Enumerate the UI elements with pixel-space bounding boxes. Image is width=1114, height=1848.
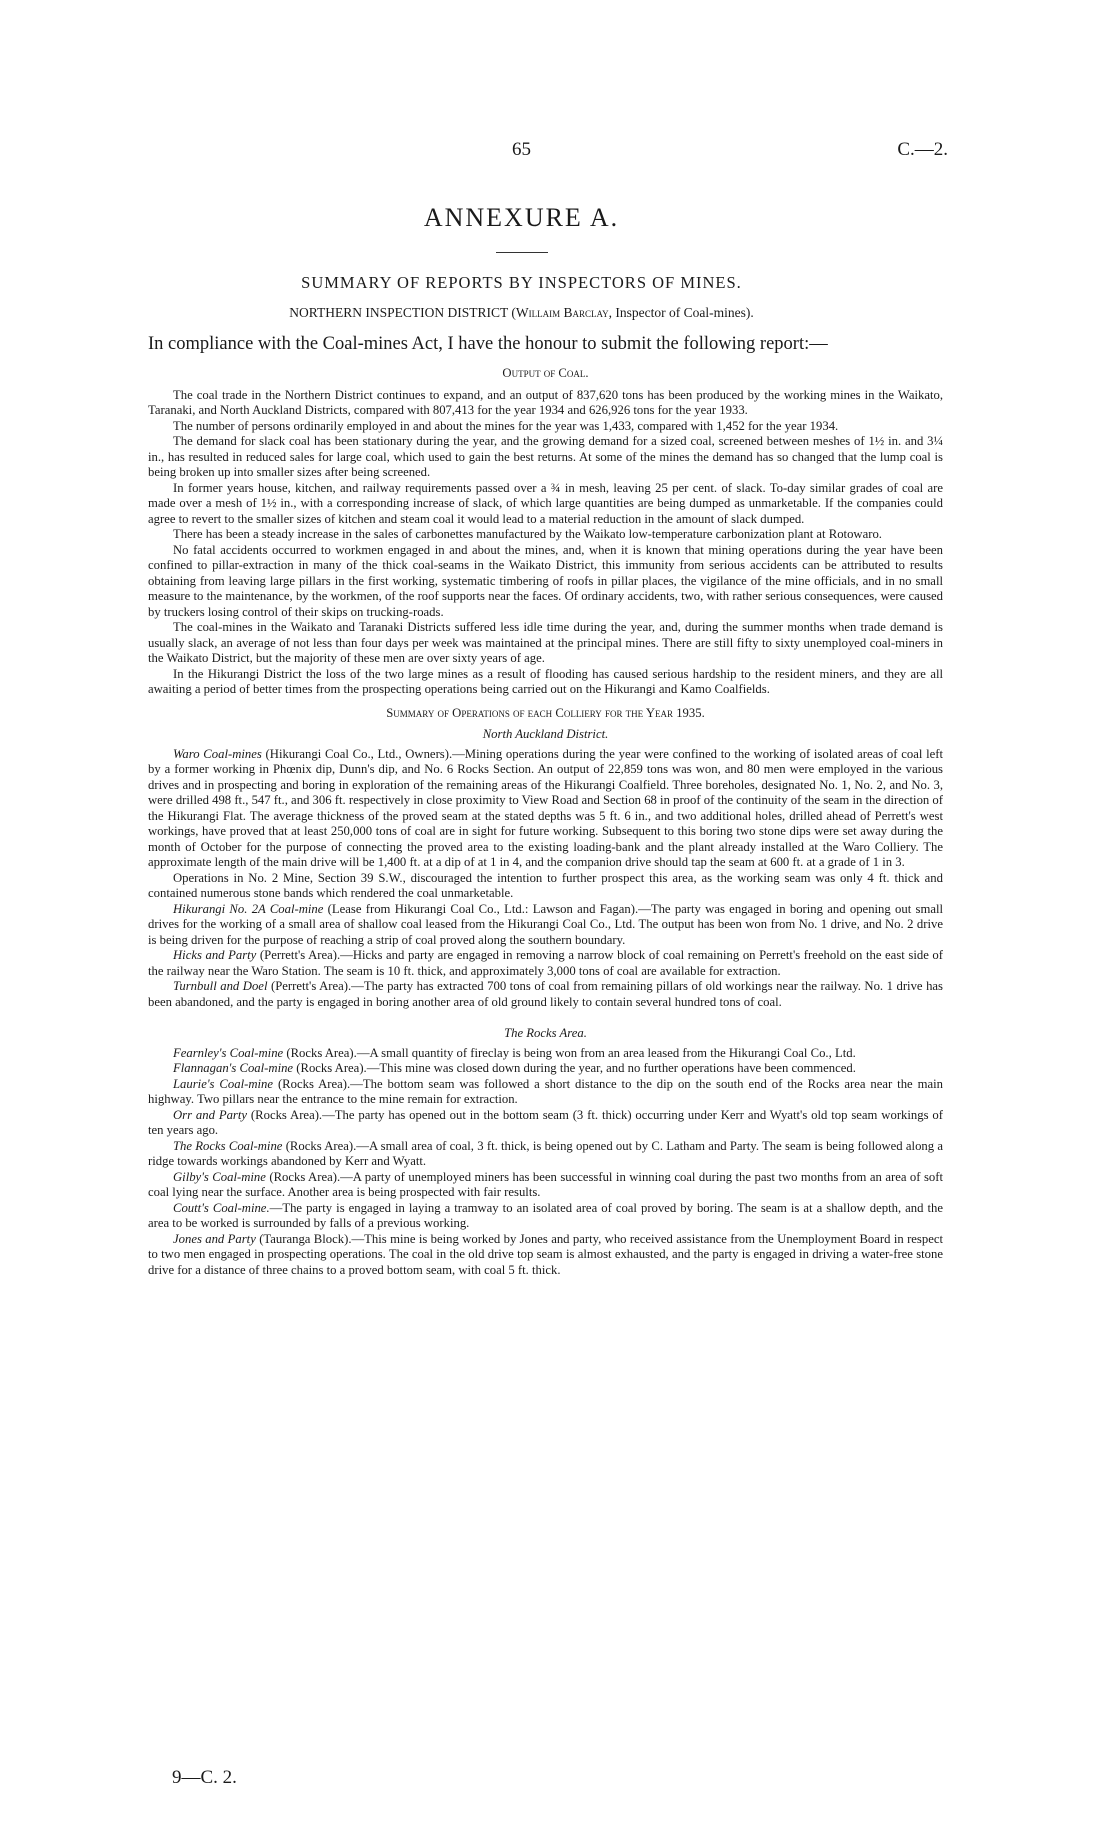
page-footer: 9—C. 2. — [172, 1767, 237, 1788]
colliery-name: Jones and Party — [173, 1231, 256, 1246]
colliery-text: (Perrett's Area).—The party has extracted 700 tons of coal from remaining pillars of old workings near the railway. No. 1 drive has been abandoned, and the party is engaged in boring another area of old ground likely to contain several hundred tons of coal. — [148, 979, 943, 1009]
output-heading: Output of Coal. — [502, 366, 589, 380]
north-auckland-heading: North Auckland District. — [482, 727, 609, 741]
colliery-text: (Tauranga Block).—This mine is being worked by Jones and party, who received assistance from the Unemployment Board in respect to two men engaged in prospecting operations. The coal in the old drive top seam is almost exhausted, and the party is engaged in driving a water-free stone drive for a distance of three chains to a proved bottom seam, with coal 5 ft. thick. — [148, 1231, 943, 1277]
colliery-name: Waro Coal-mines — [173, 746, 262, 761]
north-auckland-section — [148, 747, 943, 1011]
colliery-name: Hikurangi No. 2A Coal-mine — [173, 901, 324, 916]
page-reference: C.—2. — [897, 139, 948, 160]
colliery-text: —The party is engaged in laying a tramway to an isolated area of coal proved by boring. The seam is at a shallow depth, and the area to be worked is surrounded by falls of a previous working. — [148, 1200, 943, 1230]
colliery-text: (Rocks Area).—A party of unemployed miners has been successful in winning coal during the past two months from an area of soft coal lying near the surface. Another area is being prospected with fair results. — [148, 1169, 943, 1199]
colliery-text: (Rocks Area).—This mine was closed down during the year, and no further operations have been commenced. — [293, 1061, 856, 1075]
colliery-paragraph — [148, 979, 943, 1010]
district-suffix: , Inspector of Coal-mines). — [608, 305, 754, 320]
colliery-name: Fearnley's Coal-mine — [173, 1045, 284, 1060]
rocks-area-section — [148, 1046, 943, 1279]
colliery-name: Orr and Party — [173, 1107, 248, 1122]
colliery-paragraph — [148, 1232, 943, 1279]
colliery-text: Operations in No. 2 Mine, Section 39 S.W., discouraged the intention to further prospect this area, as the working seam was only 4 ft. thick and contained numerous stone bands which rendered the coal unmarketable. — [148, 870, 943, 900]
output-paragraph: The coal-mines in the Waikato and Taranaki Districts suffered less idle time during the year, and, during the summer months when trade demand is usually slack, an average of not less than four days per week was maintained at the principal mines. There are still fifty to sixty unemployed coal-miners in the Waikato District, but the majority of these men are over sixty years of age. — [148, 620, 943, 665]
colliery-paragraph — [148, 948, 943, 979]
colliery-text: (Rocks Area).—The party has opened out in the bottom seam (3 ft. thick) occurring under Kerr and Wyatt's old top seam workings of ten years ago. — [148, 1107, 943, 1137]
district-prefix: NORTHERN INSPECTION DISTRICT ( — [289, 305, 516, 320]
colliery-name: Gilby's Coal-mine — [173, 1169, 266, 1184]
output-paragraph: The number of persons ordinarily employed in and about the mines for the year was 1,433, compared with 1,452 for the year 1934. — [173, 418, 839, 433]
colliery-paragraph — [148, 1139, 943, 1170]
rocks-area-heading: The Rocks Area. — [504, 1026, 587, 1040]
colliery-paragraph — [148, 871, 943, 902]
output-paragraph: In former years house, kitchen, and railway requirements passed over a ¾ in mesh, leaving 25 per cent. of slack. To-day similar grades of coal are made over a mesh of 1½ in., with a corresponding increase of slack, of which large quantities are being dumped as unmarketable. If the companies could agree to revert to the smaller sizes of kitchen and steam coal it would lead to a material reduction in the amount of slack dumped. — [148, 480, 943, 526]
output-paragraph: No fatal accidents occurred to workmen engaged in and about the mines, and, when it is known that mining operations during the year have been confined to pillar-extraction in many of the thick coal-seams in the Waikato District, this immunity from serious accidents can be attributed to results obtaining from leaving large pillars in the first working, systematic timbering of roofs in pillar places, the vigilance of the mine officials, and in no small measure to the maintenance, by the workmen, of the roof supports near the faces. Of ordinary accidents, two, with rather serious consequences, were caused by truckers losing control of their skips on trucking-roads. — [148, 542, 943, 619]
colliery-paragraph — [148, 1046, 943, 1062]
colliery-name: Flannagan's Coal-mine — [173, 1061, 294, 1075]
colliery-name: Hicks and Party — [173, 948, 257, 962]
colliery-text: (Hikurangi Coal Co., Ltd., Owners).—Mining operations during the year were confined to the working of isolated areas of coal left by a former working in Phœnix dip, Dunn's dip, and No. 6 Rocks Section. An output of 22,859 tons was won, and 80 men were employed in the various drives and in prospecting and boring in exploration of the remaining areas of the Hikurangi Coalfield. Three boreholes, designated No. 1, No. 2, and No. 3, were drilled 498 ft., 547 ft., and 306 ft. respectively in close proximity to View Road and Section 68 in proof of the continuity of the seam in the direction of the Hikurangi Flat. The average thickness of the proved seam at the stated depths was 5 ft. 6 in., and two additional holes, drilled ahead of Perrett's west workings, have proved that at least 250,000 tons of coal are in sight for future working. Subsequent to this boring two stone dips were set away during the month of October for the purpose of connecting the proved area to the existing loading-bank and the plant already installed at the Waro Colliery. The approximate length of the main drive will be 1,400 ft. at a dip of at 1 in 4, and the companion drive should tap the seam at 600 ft. at a grade of 1 in 3. — [148, 746, 943, 869]
colliery-paragraph — [148, 1108, 943, 1139]
colliery-name: Coutt's Coal-mine. — [173, 1200, 270, 1215]
operations-heading: Summary of Operations of each Colliery for the Year 1935. — [386, 705, 705, 720]
output-paragraph: In the Hikurangi District the loss of the two large mines as a result of flooding has caused serious hardship to the resident miners, and they are all awaiting a period of better times from the prospecting operations being carried out on the Hikurangi and Kamo Coalfields. — [148, 666, 943, 696]
district-line — [0, 305, 1043, 321]
colliery-text: (Perrett's Area).—Hicks and party are engaged in removing a narrow block of coal remaining on Perrett's freehold on the east side of the railway near the Waro Station. The seam is 10 ft. thick, and approximately 3,000 tons of coal are available for extraction. — [148, 948, 943, 978]
annexure-title: ANNEXURE A. — [423, 203, 620, 232]
colliery-name: Turnbull and Doel — [173, 979, 268, 993]
output-paragraph: There has been a steady increase in the sales of carbonettes manufactured by the Waikato low-temperature carbonization plant at Rotowaro. — [173, 527, 882, 541]
report-body — [148, 362, 943, 1278]
summary-title: SUMMARY OF REPORTS BY INSPECTORS OF MINES. — [301, 273, 742, 292]
colliery-text: (Rocks Area).—The bottom seam was followed a short distance to the dip on the south end of the Rocks area near the main highway. Two pillars near the entrance to the mine remain for extraction. — [148, 1076, 943, 1106]
colliery-paragraph — [148, 1201, 943, 1232]
output-paragraph: The demand for slack coal has been stationary during the year, and the growing demand for a sized coal, screened between meshes of 1½ in. and 3¼ in., has resulted in reduced sales for large coal, which used to gain the best returns. At some of the mines the demand has so changed that the lump coal is being broken up into smaller sizes after being screened. — [148, 434, 943, 479]
intro-line: In compliance with the Coal-mines Act, I have the honour to submit the following report:— — [148, 334, 828, 354]
output-section — [148, 388, 943, 698]
colliery-paragraph — [148, 1061, 943, 1077]
colliery-paragraph — [148, 902, 943, 949]
colliery-name: The Rocks Coal-mine — [173, 1138, 283, 1153]
colliery-text: (Lease from Hikurangi Coal Co., Ltd.: Lawson and Fagan).—The party was engaged in boring and opening out small drives for the working of a small area of shallow coal leased from the Hikurangi Coal Co., Ltd. The output has been won from No. 1 drive, and No. 2 drive is being driven for the purpose of reaching a strip of coal proved along the southern boundary. — [148, 901, 944, 947]
colliery-name: Laurie's Coal-mine — [173, 1076, 273, 1091]
page-number: 65 — [512, 139, 531, 160]
inspector-name: Willaim Barclay — [515, 305, 609, 320]
colliery-paragraph — [148, 1077, 943, 1108]
colliery-text: (Rocks Area).—A small area of coal, 3 ft. thick, is being opened out by C. Latham and Party. The seam is being followed along a ridge towards workings abandoned by Kerr and Wyatt. — [148, 1138, 943, 1168]
colliery-paragraph — [148, 1170, 943, 1201]
colliery-paragraph — [148, 747, 943, 871]
output-paragraph: The coal trade in the Northern District continues to expand, and an output of 837,620 tons has been produced by the working mines in the Waikato, Taranaki, and North Auckland Districts, compared with 807,413 for the year 1934 and 626,926 tons for the year 1933. — [148, 387, 943, 417]
title-rule — [496, 252, 548, 253]
colliery-text: (Rocks Area).—A small quantity of fireclay is being won from an area leased from the Hikurangi Coal Co., Ltd. — [283, 1045, 856, 1060]
